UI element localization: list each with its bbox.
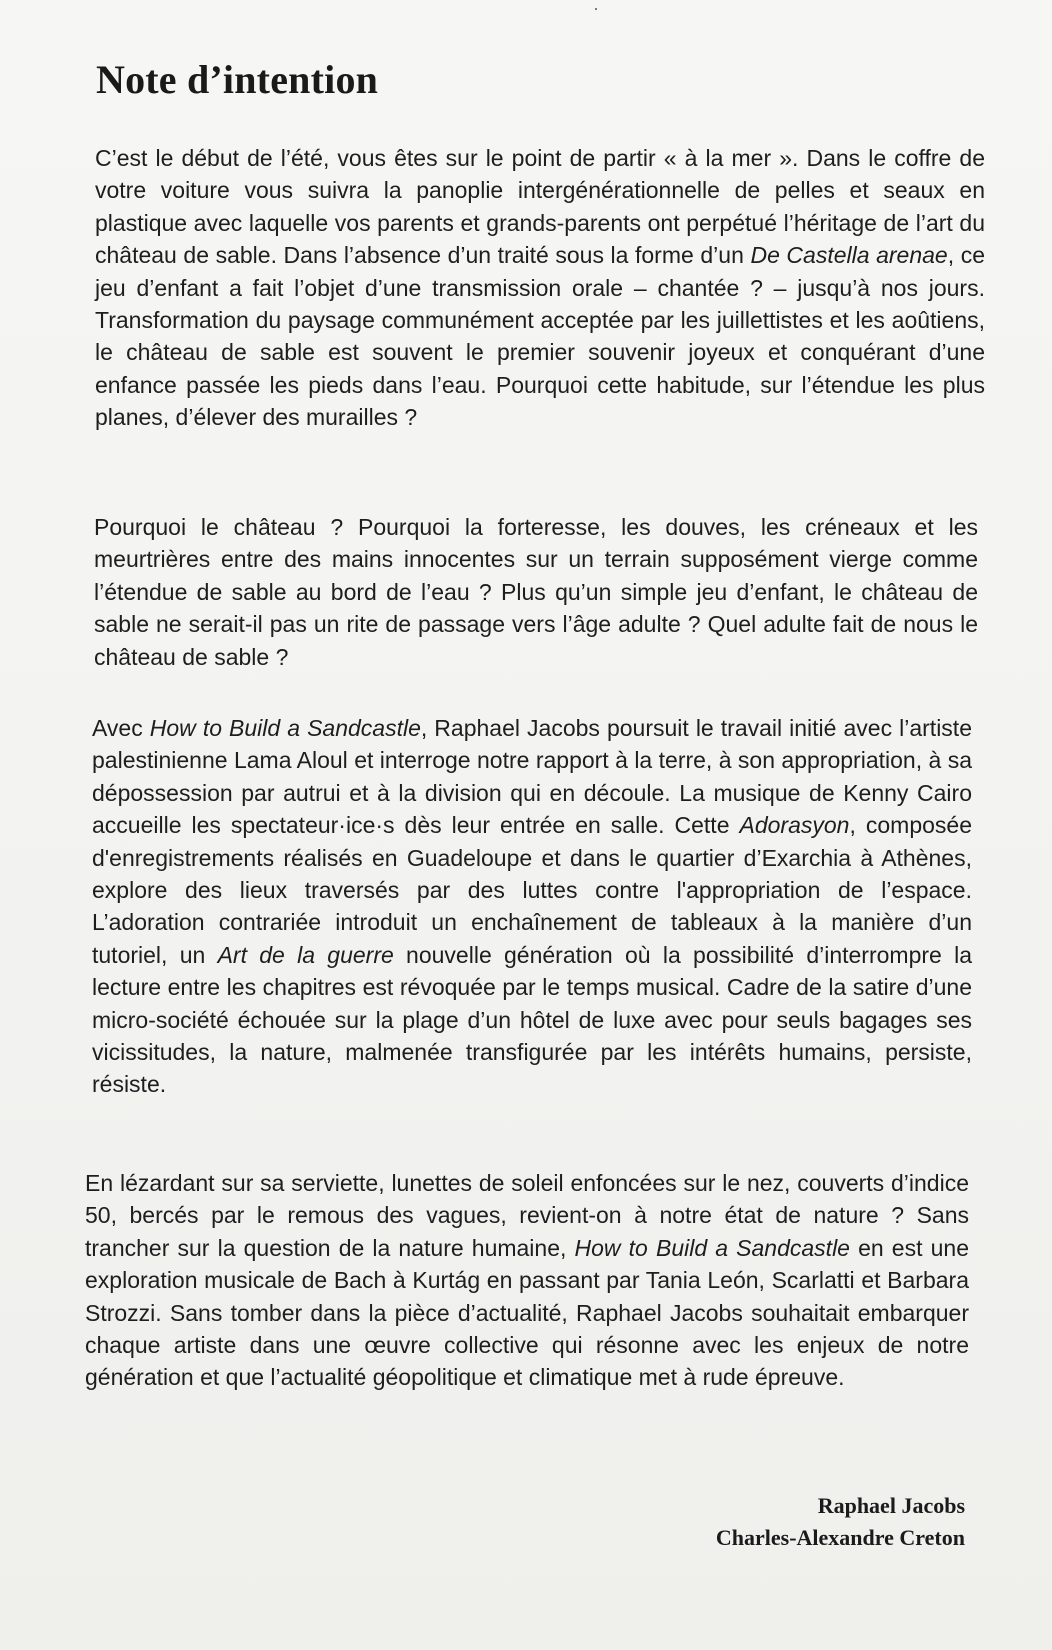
signature-block [716,1490,965,1554]
paragraph-text: C’est le début de l’été, vous êtes sur le point de partir « à la mer ». Dans le coffre de votre voiture vous suivra la panoplie intergénérationnelle de pelles et seaux en plastique avec laquelle vos parents et grands-parents ont perpétué l’héritage de l’art du château de sable. Dans l’absence d’un traité sous la forme d’un [95,145,985,269]
paragraph-2 [94,511,978,673]
signature-author-2: Charles-Alexandre Creton [715,1525,965,1550]
paragraph-text: En lézardant sur sa serviette, lunettes de soleil enfoncées sur le nez, couverts d’indice 50, bercés par le remous des vagues, revient-on à notre état de nature ? Sans trancher sur la question de la nature humaine, [85,1170,969,1261]
paragraph-1 [95,142,985,434]
paragraph-text: Avec [92,715,150,741]
paragraph-4 [85,1167,969,1394]
paragraph-text: , ce jeu d’enfant a fait l’objet d’une transmission orale – chantée ? – jusqu’à nos jours. Transformation du paysage communément acceptée par les juillettistes et les aoûtiens, le château de sable est souvent le premier souvenir joyeux et conquérant d’une enfance passée les pieds dans l’eau. Pourquoi cette habitude, sur l’étendue les plus planes, d’élever des murailles ? [95,242,985,431]
signature-author-1: Raphael Jacobs [817,1493,965,1518]
page-title: Note d’intention [96,57,379,102]
paragraph-text: Pourquoi le château ? Pourquoi la forteresse, les douves, les créneaux et les meurtrières entre des mains innocentes sur un terrain supposément vierge comme l’étendue de sable au bord de l’eau ? Plus qu’un simple jeu d’enfant, le château de sable ne serait-il pas un rite de passage vers l’âge adulte ? Quel adulte fait de nous le château de sable ? [94,514,978,670]
italic-title-text: How to Build a Sandcastle [574,1234,850,1261]
paragraph-text: en est une exploration musicale de Bach à Kurtág en passant par Tania León, Scarlatti et Barbara Strozzi. Sans tomber dans la pièce d’actualité, Raphael Jacobs souhaitait embarquer chaque artiste dans une œuvre collective qui résonne avec les enjeux de notre génération et que l’actualité géopolitique et climatique met à rude épreuve. [85,1234,969,1391]
italic-title-text: How to Build a Sandcastle [149,715,421,741]
paragraph-text: , composée d'enregistrements réalisés en Guadeloupe et dans le quartier d’Exarchia à Athènes, explore des lieux traversés par des luttes contre l'appropriation de l’espace. L’adoration contrariée introduit un enchaînement de tableaux à la manière d’un tutoriel, un [92,812,972,968]
paragraph-3 [92,712,972,1101]
paragraph-text: nouvelle génération où la possibilité d’interrompre la lecture entre les chapitres est révoquée par le temps musical. Cadre de la satire d’une micro-société échouée sur la plage d’un hôtel de luxe avec pour seuls bagages ses vicissitudes, la nature, malmenée transfigurée par les intérêts humains, persiste, résiste. [92,941,972,1098]
italic-title-text: De Castella arenae [750,242,948,269]
italic-title-text: Adorasyon [739,812,850,839]
paragraph-text: , Raphael Jacobs poursuit le travail initié avec l’artiste palestinienne Lama Aloul et interroge notre rapport à la terre, à son appropriation, à sa dépossession par autrui et à la division qui en découle. La musique de Kenny Cairo accueille les spectateur·ice·s dès leur entrée en salle. Cette [92,715,972,839]
italic-title-text: Art de la guerre [217,941,394,968]
print-speck [595,8,597,10]
